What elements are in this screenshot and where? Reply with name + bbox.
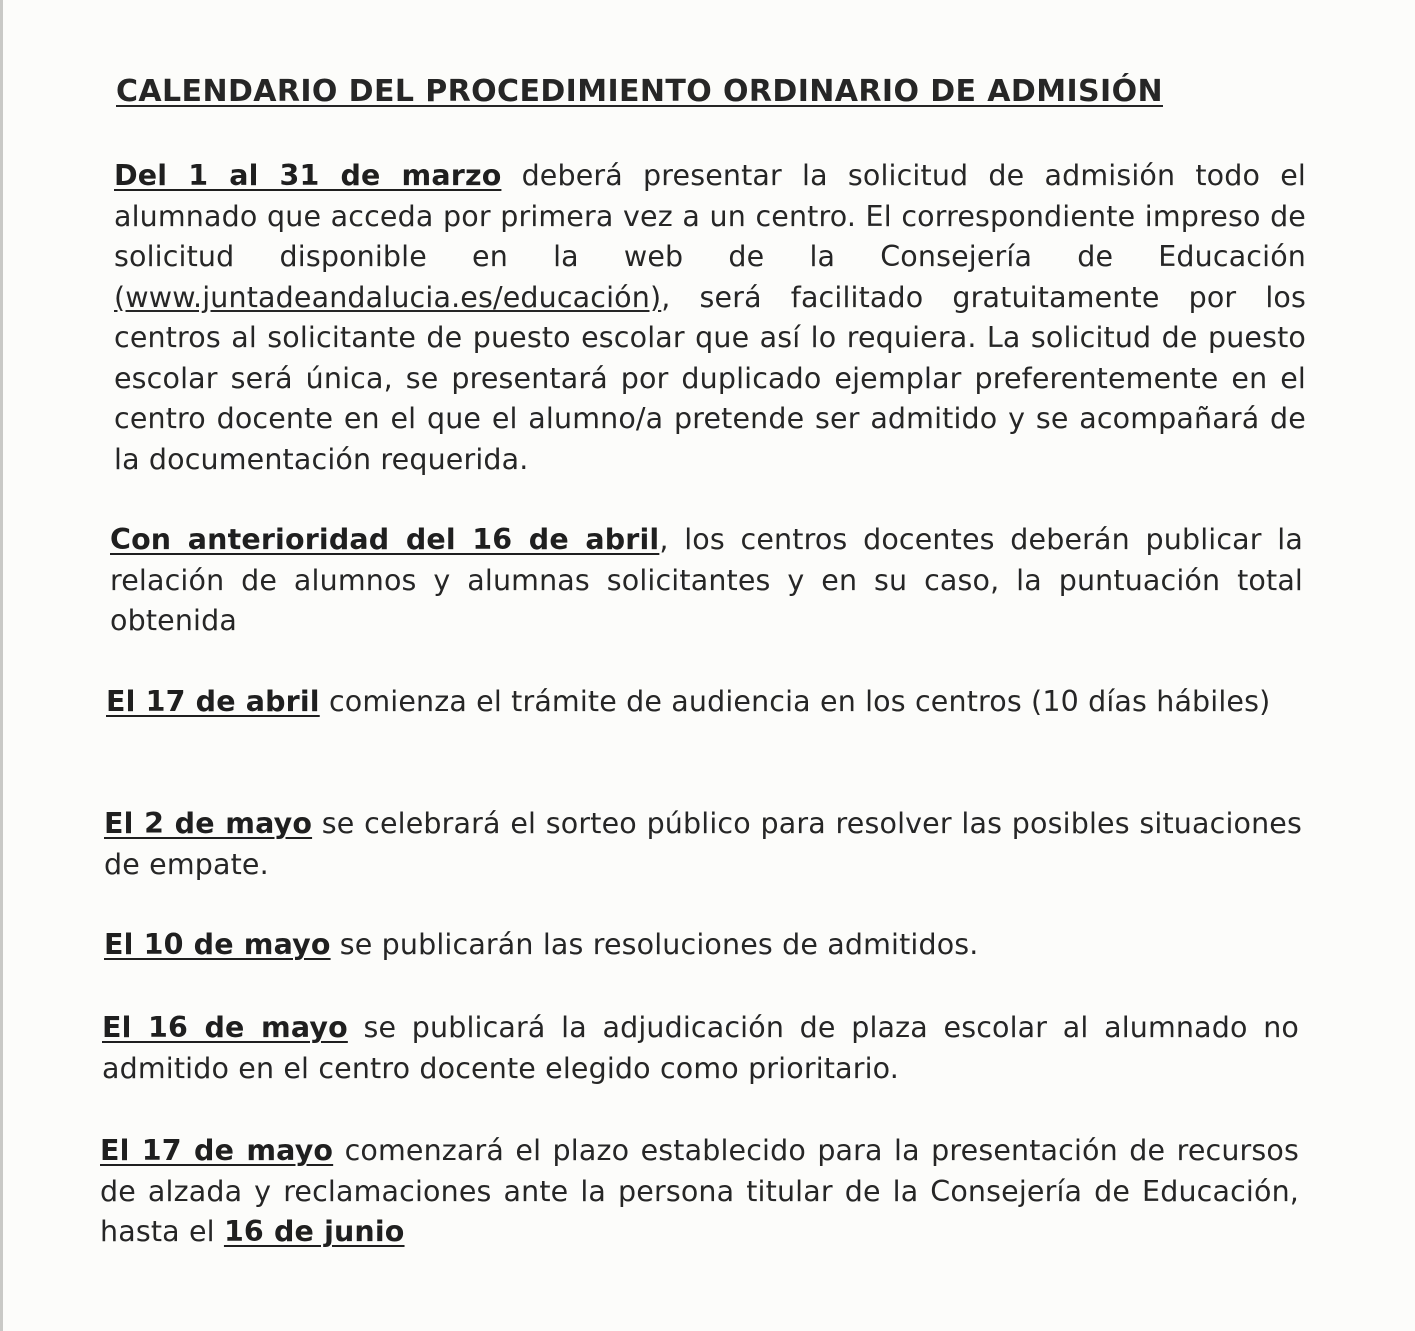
paragraph-17-mayo [100, 1131, 1299, 1253]
paragraph-16-abril [110, 520, 1303, 642]
scan-edge [0, 0, 3, 1331]
text-16-abril: , los centros docentes deberán publicar la relación de alumnos y alumnas solicitantes y en su caso, la puntuación total obtenida [110, 523, 1303, 637]
paragraph-10-mayo [104, 925, 1302, 966]
paragraph-2-mayo [104, 804, 1302, 885]
date-17-abril: El 17 de abril [106, 685, 320, 718]
paragraph-16-mayo [102, 1008, 1299, 1089]
text-17-mayo: comenzará el plazo establecido para la presentación de recursos de alzada y reclamaciones ante la persona titular de la Consejería de Educación, hasta el [100, 1134, 1299, 1248]
text-16-mayo: se publicará la adjudicación de plaza escolar al alumnado no admitido en el centro docente elegido como prioritario. [102, 1011, 1299, 1085]
date-16-abril: Con anterioridad del 16 de abril [110, 523, 660, 556]
paragraph-marzo [114, 156, 1306, 480]
date-10-mayo: El 10 de mayo [104, 928, 331, 961]
date-16-junio: 16 de junio [223, 1215, 405, 1248]
text-17-abril: comienza el trámite de audiencia en los centros (10 días hábiles) [319, 685, 1271, 718]
paragraph-17-abril [106, 682, 1303, 723]
date-17-mayo: El 17 de mayo [100, 1134, 334, 1167]
web-link[interactable]: (www.juntadeandalucia.es/educación) [114, 280, 662, 314]
date-16-mayo: El 16 de mayo [102, 1011, 348, 1044]
text-marzo-after-link: , será facilitado gratuitamente por los centros al solicitante de puesto escolar que así lo requiera. La solicitud de puesto escolar será única, se presentará por duplicado ejemplar preferentemente en el centro docente en el que el alumno/a pretende ser admitido y se acompañará de la documentación requerida. [114, 280, 1306, 476]
text-10-mayo: se publicarán las resoluciones de admitidos. [330, 928, 979, 961]
text-2-mayo: se celebrará el sorteo público para resolver las posibles situaciones de empate. [104, 807, 1302, 881]
date-2-mayo: El 2 de mayo [104, 807, 313, 840]
text-marzo-before-link: deberá presentar la solicitud de admisión todo el alumnado que acceda por primera vez a un centro. El correspondiente impreso de solicitud disponible en la web de la Consejería de Educación [114, 159, 1306, 273]
document-title: CALENDARIO DEL PROCEDIMIENTO ORDINARIO DE ADMISIÓN [116, 74, 1163, 109]
date-marzo: Del 1 al 31 de marzo [114, 159, 502, 192]
